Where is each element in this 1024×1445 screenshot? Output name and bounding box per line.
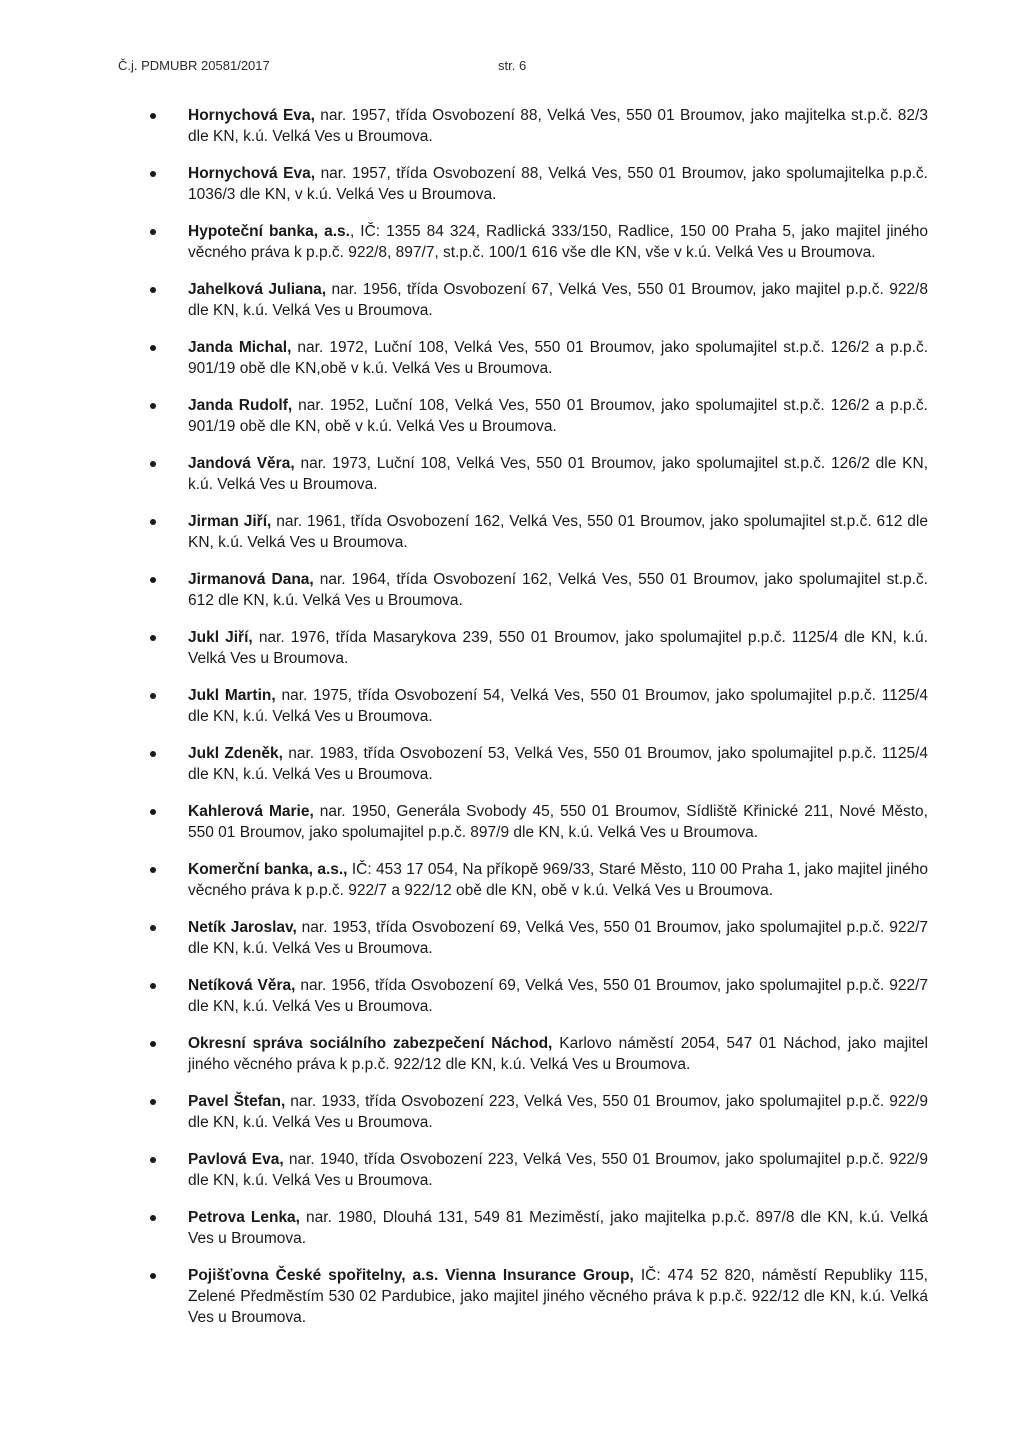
list-item [150, 395, 928, 437]
list-item [150, 685, 928, 727]
list-item [150, 1149, 928, 1191]
bullet-icon [150, 1273, 156, 1279]
list-item [150, 1207, 928, 1249]
list-item [150, 453, 928, 495]
entry-text: nar. 1961, třída Osvobození 162, Velká Ves, 550 01 Broumov, jako spolumajitel st.p.č. 612 dle KN, k.ú. Velká Ves u Broumova. [188, 513, 928, 551]
page-number: str. 6 [498, 58, 527, 73]
bullet-icon [150, 983, 156, 989]
entry-name: Komerční banka, a.s., [188, 861, 348, 878]
entry-text: nar. 1957, třída Osvobození 88, Velká Ves, 550 01 Broumov, jako spolumajitelka p.p.č. 1036/3 dle KN, v k.ú. Velká Ves u Broumova. [188, 165, 928, 203]
entry-text: nar. 1964, třída Osvobození 162, Velká Ves, 550 01 Broumov, jako spolumajitel st.p.č. 612 dle KN, k.ú. Velká Ves u Broumova. [188, 571, 928, 609]
bullet-icon [150, 287, 156, 293]
bullet-icon [150, 1099, 156, 1105]
list-item [150, 975, 928, 1017]
entry-text: nar. 1956, třída Osvobození 67, Velká Ves, 550 01 Broumov, jako majitel p.p.č. 922/8 dle KN, k.ú. Velká Ves u Broumova. [188, 281, 928, 319]
list-item [150, 337, 928, 379]
entry-name: Jukl Martin, [188, 687, 276, 704]
bullet-icon [150, 693, 156, 699]
list-item [150, 743, 928, 785]
entry-text: nar. 1933, třída Osvobození 223, Velká Ves, 550 01 Broumov, jako spolumajitel p.p.č. 922/9 dle KN, k.ú. Velká Ves u Broumova. [188, 1093, 928, 1131]
entry-text: nar. 1940, třída Osvobození 223, Velká Ves, 550 01 Broumov, jako spolumajitel p.p.č. 922/9 dle KN, k.ú. Velká Ves u Broumova. [188, 1151, 928, 1189]
entry-name: Hornychová Eva, [188, 107, 315, 124]
entry-name: Pavlová Eva, [188, 1151, 284, 1168]
entry-text: nar. 1957, třída Osvobození 88, Velká Ves, 550 01 Broumov, jako majitelka st.p.č. 82/3 dle KN, k.ú. Velká Ves u Broumova. [188, 107, 928, 145]
entry-name: Pavel Štefan, [188, 1093, 286, 1110]
reference-number: Č.j. PDMUBR 20581/2017 [118, 58, 270, 73]
bullet-icon [150, 403, 156, 409]
list-item [150, 279, 928, 321]
bullet-icon [150, 229, 156, 235]
bullet-icon [150, 809, 156, 815]
bullet-icon [150, 635, 156, 641]
bullet-icon [150, 867, 156, 873]
entry-name: Jirmanová Dana, [188, 571, 314, 588]
entry-name: Jukl Zdeněk, [188, 745, 283, 762]
list-item [150, 627, 928, 669]
entry-name: Netíková Věra, [188, 977, 296, 994]
list-item [150, 1033, 928, 1075]
owner-list [150, 105, 928, 1344]
bullet-icon [150, 113, 156, 119]
entry-name: Hypoteční banka, a.s. [188, 223, 350, 240]
entry-name: Janda Michal, [188, 339, 292, 356]
entry-text: IČ: 453 17 054, Na příkopě 969/33, Staré Město, 110 00 Praha 1, jako majitel jiného věcného práva k p.p.č. 922/7 a 922/12 obě dle KN, obě v k.ú. Velká Ves u Broumova. [188, 861, 928, 899]
list-item [150, 221, 928, 263]
list-item [150, 163, 928, 205]
bullet-icon [150, 171, 156, 177]
list-item [150, 511, 928, 553]
entry-text: nar. 1973, Luční 108, Velká Ves, 550 01 Broumov, jako spolumajitel st.p.č. 126/2 dle KN, k.ú. Velká Ves u Broumova. [188, 455, 929, 493]
bullet-icon [150, 519, 156, 525]
list-item [150, 917, 928, 959]
bullet-icon [150, 925, 156, 931]
entry-text: nar. 1976, třída Masarykova 239, 550 01 Broumov, jako spolumajitel p.p.č. 1125/4 dle KN, k.ú. Velká Ves u Broumova. [188, 629, 928, 667]
bullet-icon [150, 1157, 156, 1163]
entry-name: Pojišťovna České spořitelny, a.s. Vienna Insurance Group, [188, 1267, 634, 1284]
entry-name: Jahelková Juliana, [188, 281, 327, 298]
list-item [150, 105, 928, 147]
entry-text: nar. 1972, Luční 108, Velká Ves, 550 01 Broumov, jako spolumajitel st.p.č. 126/2 a p.p.č. 901/19 obě dle KN,obě v k.ú. Velká Ves u Broumova. [188, 339, 928, 377]
page-header [118, 58, 718, 78]
entry-name: Okresní správa sociálního zabezpečení Náchod, [188, 1035, 553, 1052]
entry-name: Janda Rudolf, [188, 397, 293, 414]
list-item [150, 569, 928, 611]
entry-text: nar. 1956, třída Osvobození 69, Velká Ves, 550 01 Broumov, jako spolumajitel p.p.č. 922/7 dle KN, k.ú. Velká Ves u Broumova. [188, 977, 928, 1015]
entry-text: Karlovo náměstí 2054, 547 01 Náchod, jako majitel jiného věcného práva k p.p.č. 922/12 dle KN, k.ú. Velká Ves u Broumova. [188, 1035, 928, 1073]
bullet-icon [150, 1041, 156, 1047]
bullet-icon [150, 751, 156, 757]
list-item [150, 801, 928, 843]
entry-text: nar. 1983, třída Osvobození 53, Velká Ves, 550 01 Broumov, jako spolumajitel p.p.č. 1125/4 dle KN, k.ú. Velká Ves u Broumova. [188, 745, 928, 783]
entry-text: nar. 1975, třída Osvobození 54, Velká Ves, 550 01 Broumov, jako spolumajitel p.p.č. 1125/4 dle KN, k.ú. Velká Ves u Broumova. [188, 687, 928, 725]
entry-name: Petrova Lenka, [188, 1209, 300, 1226]
list-item [150, 859, 928, 901]
entry-text: IČ: 474 52 820, náměstí Republiky 115, Zelené Předměstím 530 02 Pardubice, jako majitel jiného věcného práva k p.p.č. 922/12 dle KN, k.ú. Velká Ves u Broumova. [188, 1267, 928, 1326]
entry-name: Jirman Jiří, [188, 513, 272, 530]
entry-text: nar. 1953, třída Osvobození 69, Velká Ves, 550 01 Broumov, jako spolumajitel p.p.č. 922/7 dle KN, k.ú. Velká Ves u Broumova. [188, 919, 928, 957]
entry-text: nar. 1980, Dlouhá 131, 549 81 Meziměstí, jako majitelka p.p.č. 897/8 dle KN, k.ú. Velká Ves u Broumova. [188, 1209, 928, 1247]
list-item [150, 1091, 928, 1133]
entry-name: Jukl Jiří, [188, 629, 253, 646]
bullet-icon [150, 461, 156, 467]
entry-name: Kahlerová Marie, [188, 803, 314, 820]
bullet-icon [150, 1215, 156, 1221]
entry-text: , IČ: 1355 84 324, Radlická 333/150, Radlice, 150 00 Praha 5, jako majitel jiného věcného práva k p.p.č. 922/8, 897/7, st.p.č. 100/1 616 vše dle KN, vše v k.ú. Velká Ves u Broumova. [188, 223, 928, 261]
entry-text: nar. 1952, Luční 108, Velká Ves, 550 01 Broumov, jako spolumajitel st.p.č. 126/2 a p.p.č. 901/19 obě dle KN, obě v k.ú. Velká Ves u Broumova. [188, 397, 928, 435]
list-item [150, 1265, 928, 1328]
bullet-icon [150, 577, 156, 583]
entry-text: nar. 1950, Generála Svobody 45, 550 01 Broumov, Sídliště Křinické 211, Nové Město, 550 01 Broumov, jako spolumajitel p.p.č. 897/9 dle KN, k.ú. Velká Ves u Broumova. [188, 803, 928, 841]
bullet-icon [150, 345, 156, 351]
entry-name: Netík Jaroslav, [188, 919, 297, 936]
entry-name: Hornychová Eva, [188, 165, 316, 182]
entry-name: Jandová Věra, [188, 455, 295, 472]
